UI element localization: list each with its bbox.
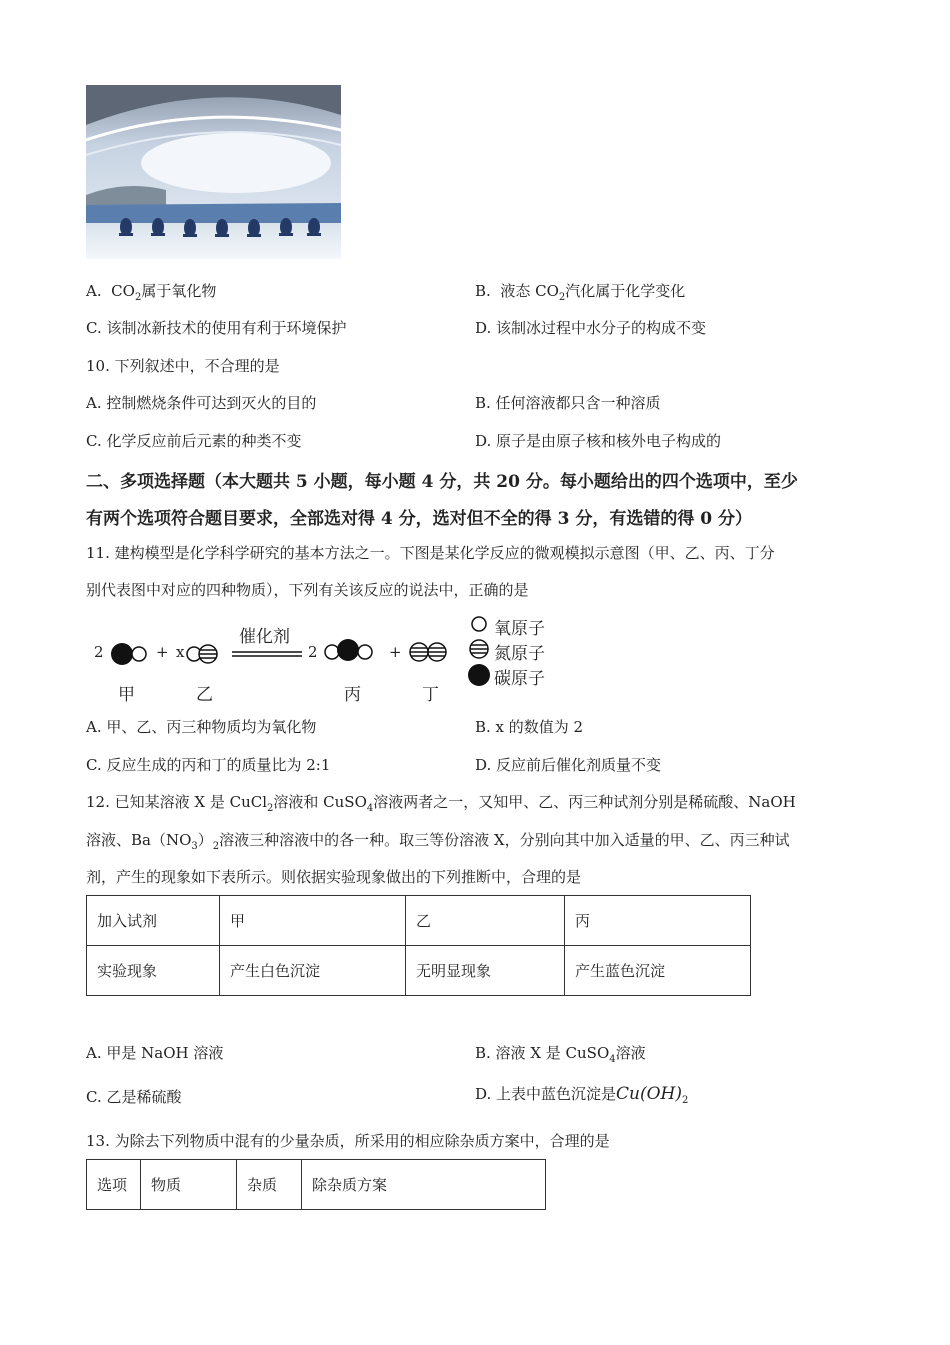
q11-option-d: D. 反应前后催化剂质量不变 bbox=[475, 756, 662, 774]
table-cell: 物质 bbox=[141, 1160, 237, 1210]
table-cell: 选项 bbox=[87, 1160, 141, 1210]
q13-table bbox=[86, 1159, 546, 1210]
molecule-jia-icon bbox=[111, 643, 146, 665]
q10-option-d: D. 原子是由原子核和核外电子构成的 bbox=[475, 432, 722, 450]
q9-option-c: C. 该制冰新技术的使用有利于环境保护 bbox=[86, 319, 347, 337]
reaction-diagram bbox=[86, 612, 566, 704]
plus-2: + bbox=[389, 643, 402, 661]
table-cell: 乙 bbox=[406, 896, 565, 946]
q12-stem-line2: 溶液、$Ba(NO_3)_2$溶液三种溶液中的各一种。取三等份溶液 X，分别向其中加入适量的甲、乙、丙三种试 bbox=[86, 831, 790, 852]
plus-1: + bbox=[156, 643, 169, 661]
legend-oxygen: 氧原子 bbox=[494, 619, 545, 639]
table-cell: 无明显现象 bbox=[406, 946, 565, 996]
table-row bbox=[87, 946, 751, 996]
table-cell: 加入试剂 bbox=[87, 896, 220, 946]
q12-stem-line1: 12. 已知某溶液 X 是 CuCl$_2$溶液和 CuSO$_4$溶液两者之一，又知甲、乙、丙三种试剂分别是稀硫酸、NaOH bbox=[86, 793, 796, 814]
q12-option-a: A. 甲是 NaOH 溶液 bbox=[86, 1044, 224, 1062]
molecule-bing-icon bbox=[325, 639, 372, 661]
q11-option-a: A. 甲、乙、丙三种物质均为氧化物 bbox=[86, 718, 317, 736]
label-yi: 乙 bbox=[196, 685, 213, 705]
q9-option-a: A. $CO_2$属于氧化物 bbox=[86, 282, 217, 303]
label-jia: 甲 bbox=[118, 685, 135, 705]
table-cell: 杂质 bbox=[237, 1160, 302, 1210]
section2-heading-line2: 有两个选项符合题目要求，全部选对得 4 分，选对但不全的得 3 分，有选错的得 0 分） bbox=[86, 509, 752, 529]
legend-carbon: 碳原子 bbox=[494, 669, 545, 689]
q11-option-b: B. x 的数值为 2 bbox=[475, 718, 584, 736]
table-cell: 丙 bbox=[565, 896, 751, 946]
legend-nitrogen: 氮原子 bbox=[494, 644, 545, 664]
q9-option-d: D. 该制冰过程中水分子的构成不变 bbox=[475, 319, 707, 337]
q10-option-c: C. 化学反应前后元素的种类不变 bbox=[86, 432, 302, 450]
q11-stem-line2: 别代表图中对应的四种物质），下列有关该反应的说法中，正确的是 bbox=[86, 581, 529, 599]
q10-option-a: A. 控制燃烧条件可达到灭火的目的 bbox=[86, 394, 317, 412]
table-cell: 实验现象 bbox=[87, 946, 220, 996]
carbon-legend-icon bbox=[468, 664, 490, 686]
q12-table bbox=[86, 895, 751, 996]
q10-stem: 10. 下列叙述中，不合理的是 bbox=[86, 357, 280, 375]
label-ding: 丁 bbox=[422, 685, 439, 705]
nitrogen-legend-icon bbox=[470, 640, 488, 658]
q10-option-b: B. 任何溶液都只含一种溶质 bbox=[475, 394, 661, 412]
table-row bbox=[87, 896, 751, 946]
catalyst-label: 催化剂 bbox=[239, 627, 290, 647]
oxygen-legend-icon bbox=[472, 617, 486, 631]
coef-x: x bbox=[176, 643, 185, 661]
q11-stem-line1: 11. 建构模型是化学科学研究的基本方法之一。下图是某化学反应的微观模拟示意图（甲、乙、丙、丁分 bbox=[86, 544, 775, 562]
q9-option-b: B. 液态 $CO_2$汽化属于化学变化 bbox=[475, 282, 686, 303]
table-cell: 产生白色沉淀 bbox=[220, 946, 406, 996]
q12-option-b: B. 溶液 X 是 CuSO$_4$溶液 bbox=[475, 1044, 646, 1065]
table-cell: 甲 bbox=[220, 896, 406, 946]
q12-option-c: C. 乙是稀硫酸 bbox=[86, 1088, 182, 1106]
table-cell: 产生蓝色沉淀 bbox=[565, 946, 751, 996]
molecule-ding-icon bbox=[410, 643, 446, 661]
molecule-yi-icon bbox=[187, 645, 217, 663]
table-row bbox=[87, 1160, 546, 1210]
q11-option-c: C. 反应生成的丙和丁的质量比为 2:1 bbox=[86, 756, 331, 774]
speed-skating-stadium-photo bbox=[86, 85, 341, 259]
coef-bing: 2 bbox=[308, 643, 318, 661]
table-cell: 除杂质方案 bbox=[302, 1160, 546, 1210]
q13-stem: 13. 为除去下列物质中混有的少量杂质，所采用的相应除杂质方案中，合理的是 bbox=[86, 1132, 610, 1150]
q12-stem-line3: 剂，产生的现象如下表所示。则依据实验现象做出的下列推断中，合理的是 bbox=[86, 868, 582, 886]
label-bing: 丙 bbox=[344, 685, 361, 705]
coef-jia: 2 bbox=[94, 643, 104, 661]
section2-heading-line1: 二、多项选择题（本大题共 5 小题，每小题 4 分，共 20 分。每小题给出的四个选项中，至少 bbox=[86, 472, 798, 492]
q12-option-d: D. 上表中蓝色沉淀是$Cu(OH)_2$ bbox=[475, 1084, 689, 1106]
